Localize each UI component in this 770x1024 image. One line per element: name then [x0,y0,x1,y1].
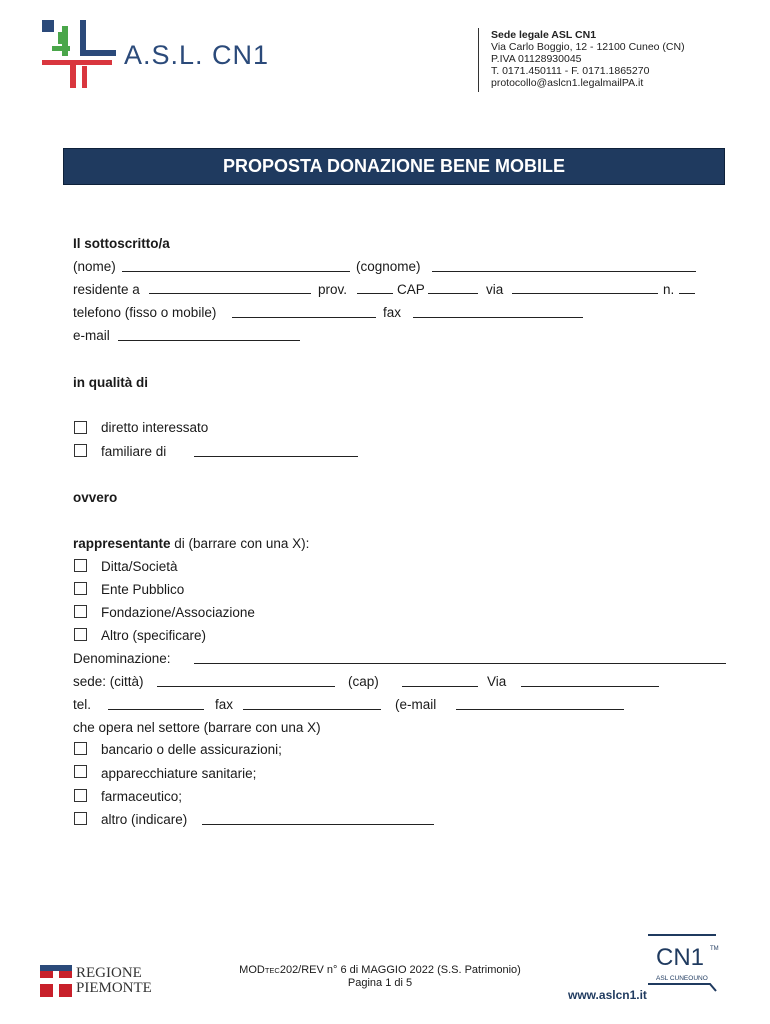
representative-heading [73,536,309,552]
header-divider [478,28,479,92]
rep-cap-field[interactable] [402,686,478,687]
familiare-label: familiare di [101,444,167,459]
sede-field[interactable] [157,686,335,687]
quality-heading: in qualità di [73,375,149,390]
cn1-sub: ASL CUNEOUNO [656,975,708,982]
apparecchiature-checkbox[interactable] [74,765,87,778]
cognome-label: (cognome) [356,259,421,274]
denominazione-label: Denominazione: [73,651,171,666]
footer-mod-rest: 202/REV n° 6 di MAGGIO 2022 (S.S. Patrimonio) [279,964,521,976]
farmaceutico-label: farmaceutico; [101,789,183,804]
rep-via-label: Via [487,674,507,689]
rep-email-label: (e-mail [395,697,437,712]
bancario-label: bancario o delle assicurazioni; [101,742,282,757]
asl-logo [40,18,270,90]
ditta-label: Ditta/Società [101,559,178,574]
altro-settore-field[interactable] [202,824,434,825]
ditta-checkbox[interactable] [74,559,87,572]
cn1-logo-text: CN1 [656,944,705,971]
ovvero-label: ovvero [73,490,118,505]
regione-line-2: PIEMONTE [76,980,152,996]
footer-page: Pagina 1 di 5 [347,977,413,989]
address-line-1: Sede legale ASL CN1 [491,29,597,41]
altro-label: Altro (specificare) [101,628,207,643]
logo-text: A.S.L. CN1 [124,40,270,70]
via-field[interactable] [512,293,658,294]
rep-tel-label: tel. [73,697,92,712]
subject-heading: Il sottoscritto/a [73,236,170,251]
residente-label: residente a [73,282,140,297]
rep-tel-field[interactable] [108,709,204,710]
rep-cap-label: (cap) [348,674,379,689]
fax-field[interactable] [413,317,583,318]
prov-field[interactable] [357,293,393,294]
footer-mod-sub: TEC [264,966,280,975]
numero-field[interactable] [679,293,695,294]
regione-piemonte-logo [40,963,150,999]
denominazione-field[interactable] [194,663,726,664]
telefono-field[interactable] [232,317,376,318]
apparecchiature-label: apparecchiature sanitarie; [101,766,257,781]
email-label: e-mail [73,328,110,343]
familiare-checkbox[interactable] [74,444,87,457]
cap-field[interactable] [428,293,478,294]
address-line-4: T. 0171.450111 - F. 0171.1865270 [491,65,650,77]
email-field[interactable] [118,340,300,341]
ente-pubblico-checkbox[interactable] [74,582,87,595]
altro-checkbox[interactable] [74,628,87,641]
residente-field[interactable] [149,293,311,294]
cognome-field[interactable] [432,271,696,272]
prov-label: prov. [318,282,348,297]
altro-settore-checkbox[interactable] [74,812,87,825]
cn1-trademark: TM [710,946,719,952]
address-line-2: Via Carlo Boggio, 12 - 12100 Cuneo (CN) [491,41,685,53]
rep-via-field[interactable] [521,686,659,687]
address-line-3: P.IVA 01128930045 [491,53,582,65]
regione-crest-icon [40,965,72,997]
footer-mod-prefix: MOD [239,964,265,976]
sector-heading: che opera nel settore (barrare con una X) [73,720,321,735]
rep-fax-label: fax [215,697,234,712]
fondazione-checkbox[interactable] [74,605,87,618]
altro-settore-label: altro (indicare) [101,812,188,827]
asl-cross-icon [40,18,120,90]
cn1-top-line [648,934,716,936]
via-label: via [486,282,504,297]
nome-label: (nome) [73,259,116,274]
rep-fax-field[interactable] [243,709,381,710]
diretto-interessato-checkbox[interactable] [74,421,87,434]
fondazione-label: Fondazione/Associazione [101,605,255,620]
familiare-field[interactable] [194,456,358,457]
fax-label: fax [383,305,402,320]
sede-label: sede: (città) [73,674,144,689]
website-link[interactable]: www.aslcn1.it [568,988,647,1002]
cn1-logo [648,932,720,992]
diretto-interessato-label: diretto interessato [101,420,209,435]
cap-label: CAP [397,282,425,297]
telefono-label: telefono (fisso o mobile) [73,305,217,320]
rep-email-field[interactable] [456,709,624,710]
address-line-5: protocollo@aslcn1.legalmailPA.it [491,77,644,89]
representative-heading-rest: di (barrare con una X): [170,536,310,551]
numero-label: n. [663,282,675,297]
footer-mod [190,964,570,977]
farmaceutico-checkbox[interactable] [74,789,87,802]
regione-line-1: REGIONE [76,965,142,981]
representative-heading-bold: rappresentante [73,536,171,551]
ente-pubblico-label: Ente Pubblico [101,582,185,597]
nome-field[interactable] [122,271,350,272]
cn1-corner-icon [648,982,718,992]
bancario-checkbox[interactable] [74,742,87,755]
page-title: PROPOSTA DONAZIONE BENE MOBILE [63,148,725,185]
